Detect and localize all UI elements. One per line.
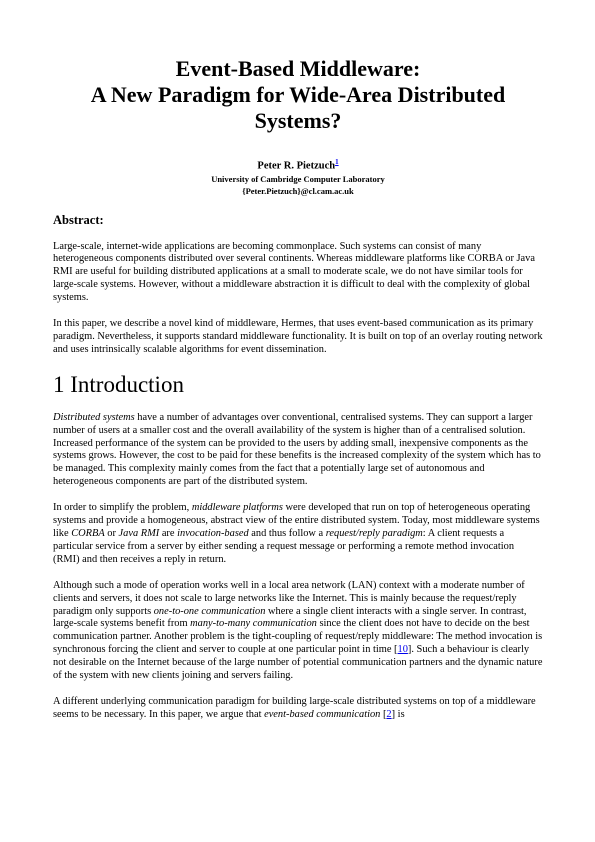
paragraph-text: ] is xyxy=(391,708,405,720)
author-name: Peter R. Pietzuch xyxy=(257,160,336,172)
title-line-2: A New Paradigm for Wide-Area Distributed xyxy=(90,82,506,107)
author-affiliation: University of Cambridge Computer Laboratory xyxy=(211,173,385,184)
abstract-paragraph-2: In this paper, we describe a novel kind of middleware, Hermes, that uses event-based communication as its primary paradigm. Nevertheless, it supports standard middleware functionality. It is built on top of an overlay routing network and uses intrinsically scalable algorithms for event dissemination. xyxy=(53,318,543,355)
footnote-link[interactable]: 1 xyxy=(335,158,339,166)
paragraph-text: are xyxy=(159,528,178,539)
emphasis: middleware platforms xyxy=(191,502,283,514)
section-heading: 1 Introduction xyxy=(53,371,184,397)
citation-link[interactable]: 2 xyxy=(386,708,392,720)
paragraph-text: : A client requests a particular service from a server by either sending a request message or performing a remote method invocation (RMI) and then receives a reply in return. xyxy=(53,528,515,565)
title-line-1: Event-Based Middleware: xyxy=(175,56,421,81)
intro-paragraph-2 xyxy=(53,502,543,567)
paragraph-text: were developed that run on top of heterogeneous operating systems and provide a homogeneous, abstract view of the entire distributed system. Today, most middleware systems like xyxy=(53,502,540,539)
emphasis: event-based communication xyxy=(264,708,381,720)
intro-paragraph-4 xyxy=(53,696,543,722)
abstract-paragraph-1: Large-scale, internet-wide applications are becoming commonplace. Such systems can consist of many heterogeneous components distributed over several continents. Whereas middleware platforms like CORBA or Java RMI are useful for building distributed applications at a small to moderate scale, we do not have similar tools for large-scale systems. However, without a middleware abstraction it is difficult to deal with the complexity of global systems. xyxy=(53,240,535,304)
paragraph-text: since the client does not have to decide on the best communication partner. Another problem is the tight-coupling of request/reply middleware: The method invocation is synchronous forcing the client and server to couple at one particular point in time [ xyxy=(53,618,543,656)
citation-link[interactable]: 10 xyxy=(397,644,408,656)
author-email: {Peter.Pietzuch}@cl.cam.ac.uk xyxy=(242,185,354,196)
abstract-heading: Abstract: xyxy=(53,212,104,227)
paper-title xyxy=(53,0,543,134)
emphasis: one-to-one communication xyxy=(153,605,266,617)
paragraph-text: where a single client interacts with a single server. In contrast, large-scale systems benefit from xyxy=(53,605,527,630)
emphasis: request/reply paradigm xyxy=(325,528,423,539)
emphasis: Java RMI xyxy=(118,528,160,539)
emphasis: Distributed systems xyxy=(53,411,135,423)
paragraph-text: or xyxy=(104,528,119,539)
paragraph-text: A different underlying communication paradigm for building large-scale distributed systems on top of a middleware seems to be necessary. In this paper, we argue that xyxy=(53,695,536,720)
emphasis: many-to-many communication xyxy=(190,618,317,630)
author-line xyxy=(53,156,543,173)
paragraph-text: Although such a mode of operation works well in a local area network (LAN) context with a moderate number of clients and servers, it does not scale to large networks like the Internet. This is mainly because the request/reply paradigm only supports xyxy=(53,579,525,617)
paragraph-text: have a number of advantages over conventional, centralised systems. They can support a larger number of users at a smaller cost and the overall availability of the system is higher than of a centralised solution. Increased performance of the system can be provided to the users by adding small, inexpensive components as the systems grows. However, the cost to be paid for these benefits is the increased complexity of the system which has to be managed. This complexity mainly comes from the fact that a potentially large set of autonomous and heterogeneous components are part of the distributed system. xyxy=(53,411,541,488)
paragraph-text: ]. Such a behaviour is clearly not desirable on the Internet because of the large number of potential communication partners and the dynamic nature of the system with new clients joining and servers failing. xyxy=(53,644,543,682)
emphasis: invocation-based xyxy=(177,528,249,539)
intro-paragraph-3 xyxy=(53,580,543,683)
title-line-3: Systems? xyxy=(254,108,342,133)
intro-paragraph-1 xyxy=(53,412,543,489)
paragraph-text: [ xyxy=(380,708,387,720)
emphasis: CORBA xyxy=(71,528,105,539)
paragraph-text: and thus follow a xyxy=(248,528,326,539)
paragraph-text: In order to simplify the problem, xyxy=(53,502,192,514)
